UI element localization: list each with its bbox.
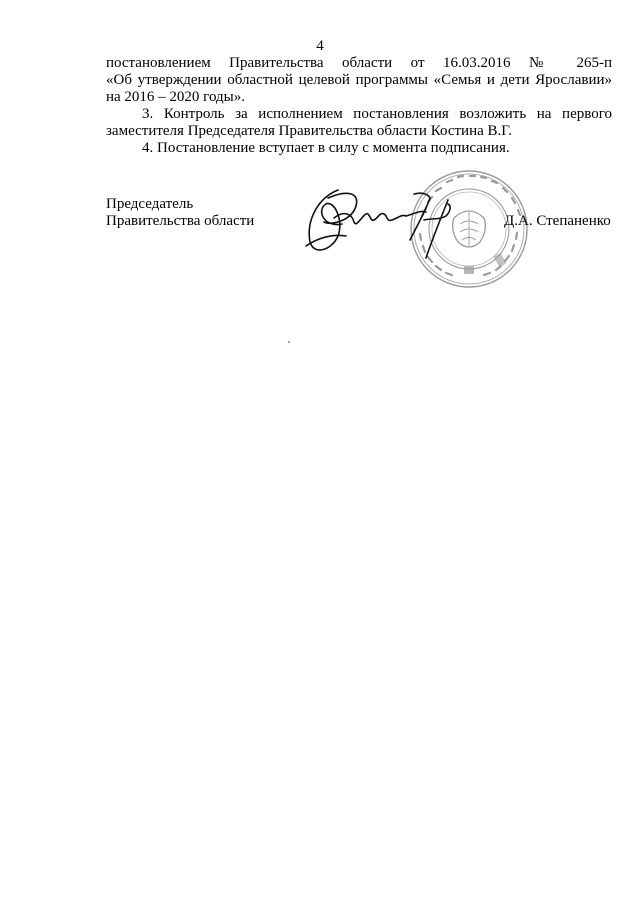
scan-speck (288, 341, 290, 343)
page-number: 4 (316, 38, 324, 54)
signatory-title (106, 196, 254, 230)
signer-name: Д.А. Степаненко (504, 213, 611, 229)
signatory-title-line-1: Председатель (106, 196, 194, 212)
handwritten-signature-icon (298, 180, 468, 260)
paragraph-2-line-2: «Об утверждении областной целевой программы «Семья и дети Ярославии» (106, 72, 612, 88)
paragraph-4-line-1: 4. Постановление вступает в силу с момента подписания. (142, 140, 510, 156)
paragraph-3-line-2: заместителя Председателя Правительства области Костина В.Г. (106, 123, 512, 139)
paragraph-2-line-3: на 2016 – 2020 годы». (106, 89, 245, 105)
paragraph-3-line-1: 3. Контроль за исполнением постановления возложить на первого (142, 106, 612, 122)
signatory-title-line-2: Правительства области (106, 213, 255, 229)
document-body (106, 55, 612, 157)
paragraph-2-line-1: постановлением Правительства области от 16.03.2016 № 265-п (106, 55, 612, 71)
